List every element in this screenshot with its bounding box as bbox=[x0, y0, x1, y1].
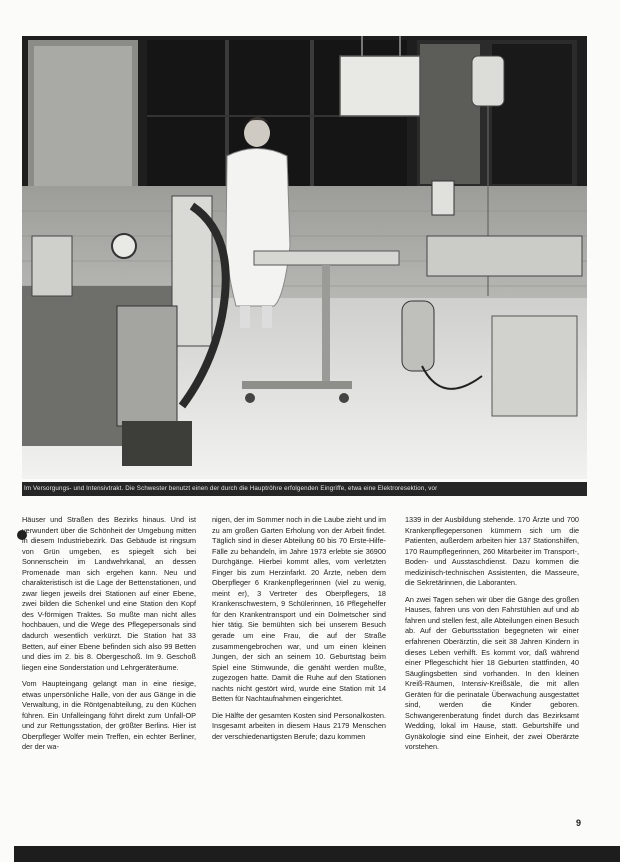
text-column-1 bbox=[22, 515, 196, 759]
paragraph: nigen, der im Sommer noch in die Laube zieht und im zu am großen Garten Erholung von der Arbeit findet. Täglich sind in dieser Abteilung 60 bis 70 Erste-Hilfe-Fälle zu behandeln, im Jahre 1973 erlebte sie 36900 Durchgänge. Hierbei kommt alles, vom verletzten Finger bis zum Herzinfarkt. 20 Ärzte, neben dem Oberpfleger 6 Krankenpflegerinnen (viel zu wenig, meint er), 3 Vertreter des Oberpflegers, 18 Krankenschwestern, 9 Schülerinnen, 16 Pflegehelfer für den Krankentransport und ein Dolmetscher sind hier tätig. Sie bemühten sich bei unserem Besuch gerade um eine Frau, die auf der Straße zusammengebrochen war, und um einen kleinen Jungen, der sich an seinem 10. Geburtstag beim Spiel eine Stirnwunde, die genäht werden mußte, zugezogen hatte. Damit die Ruhe auf den Stationen nachts nicht gestört wird, wurde eine Station mit 14 Betten für Nachtaufnahmen eingerichtet. bbox=[212, 515, 386, 704]
hospital-photo bbox=[22, 36, 587, 479]
paragraph: Die Hälfte der gesamten Kosten sind Personalkosten. Insgesamt arbeiten in diesem Haus 2179 Menschen der verschiedenartigsten Berufe; dazu kommen bbox=[212, 710, 386, 741]
article-body bbox=[22, 515, 587, 835]
photo-illustration bbox=[22, 36, 587, 479]
text-column-3 bbox=[405, 515, 579, 759]
paragraph: 1339 in der Ausbildung stehende. 170 Ärzte und 700 Krankenpflegepersonen kümmern sich um die Patienten, außerdem arbeiten hier 137 Stationshilfen, 170 Raumpflegerinnen, 260 Mitarbeiter im Transport-, Boden- und Ausstaschdienst. Dazu kommen die medizinisch-technischen Assistenten, die Masseure, die Sekretärinnen, die Laboranten. bbox=[405, 515, 579, 588]
paragraph: Vom Haupteingang gelangt man in eine riesige, etwas unpersönliche Halle, von der aus Gänge in die Verwaltung, in die Röntgenabteilung, zu den Küchen führen. Ein Unfalleingang führt direkt zum Unfall-OP und zur Rettungsstation, der größter Berlins. Hier ist Oberpfleger Wolfer mein Treffen, ein echter Berliner, der der wa- bbox=[22, 679, 196, 752]
photo-caption: Im Versorgungs- und Intensivtrakt. Die Schwester benutzt einen der durch die Hauptröhre erfolgenden Eingriffe, etwa eine Elektroresektion, vor bbox=[22, 482, 587, 496]
page-number: 9 bbox=[576, 818, 582, 828]
page-edge-band bbox=[14, 846, 620, 862]
text-column-2 bbox=[212, 515, 386, 748]
paragraph: Häuser und Straßen des Bezirks hinaus. Und ist verwundert über die Schönheit der Umgebung mitten in diesem Industriebezirk. Das Gebäude ist ringsum von Grün umgeben, es spiegelt sich bei Sonnenschein im Landwehrkanal, an dessen Promenade man sich ergehen kann. Neu und charakteristisch ist die Lage der Bettenstationen, und zwar liegen jeweils drei Stationen auf einer Ebene, zwei bilden die Schenkel und eine Station den Kopf des V-förmigen Traktes. So mußte man nicht alles hochbauen, und die Wege des Pflegepersonals sind dadurch wesentlich verkürzt. Die Station hat 33 Betten, auf einer Ebene befinden sich also 99 Betten und dies im 2. bis 8. Obergeschoß. Im 9. Geschoß liegen eine Sonderstation und Lehrgeräteräume. bbox=[22, 515, 196, 672]
paragraph: An zwei Tagen sehen wir über die Gänge des großen Hauses, fahren uns von den Fahrstühlen auf und ab fahren und stellen fest, alle Abteilungen einen Besuch ab. Auf der Geburtsstation begegneten wir einer erfahrenen Oberärztin, die seit 38 Jahren Kindern in dieses Leben verhilft. Es kommt vor, daß während einer Pflegeschicht hier 18 Geburten stattfinden, 40 Säuglingsbetten sind vorhanden. In den kleinen Kreiß-Räumen, Intensiv-Kreißsäle, die mit allen Geräten für die perinatale Überwachung ausgestattet sind, werden die Kinder geboren. Schwangerenberatung findet durch das Bezirksamt Wedding, lokal im Hause, statt. Geburtshilfe und Gynäkologie sind eine Einheit, der zwei Oberärzte vorstehen. bbox=[405, 594, 579, 752]
